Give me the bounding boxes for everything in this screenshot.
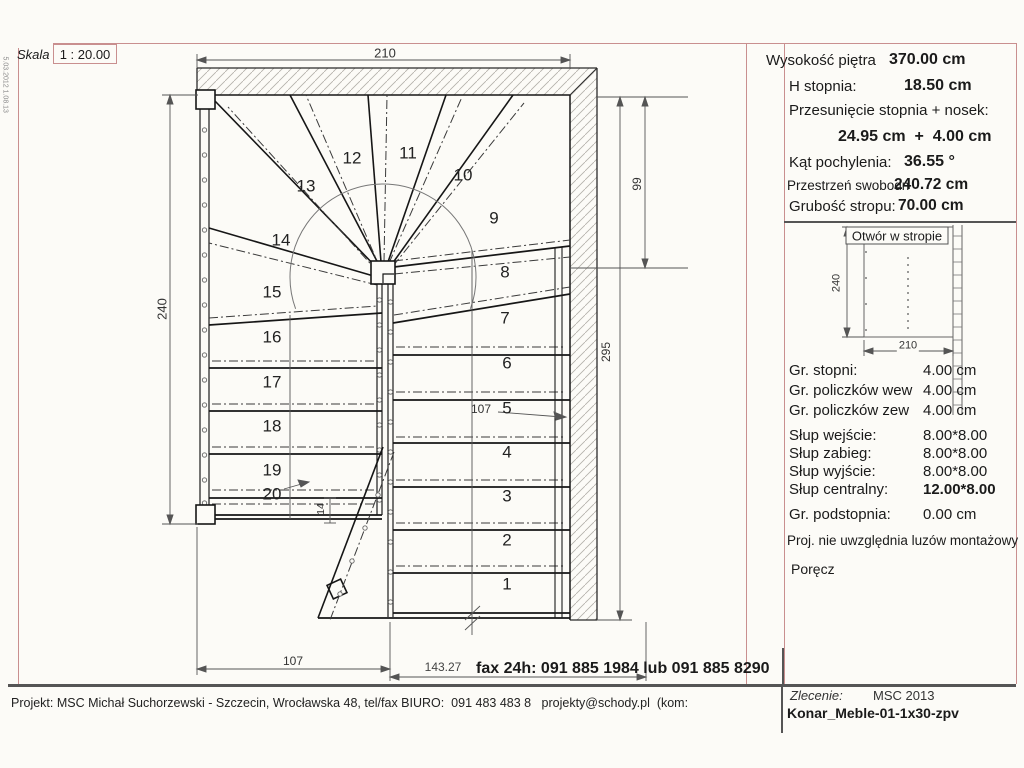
spec-value: 12.00*8.00 [923,481,996,498]
montage-note: Proj. nie uwzględnia luzów montażowy [787,533,1019,548]
dim-top-width: 210 [374,45,396,61]
slab-label: Grubość stropu: [789,198,896,215]
version-stamp: 5.03.2012 1.08.13 [1,56,9,113]
exit-post [196,505,215,524]
step-number: 15 [262,282,282,302]
step-number: 12 [342,148,362,168]
dim-right-lower: 295 [599,341,613,363]
spec-row [789,481,1017,499]
step-number: 2 [502,530,512,550]
step-number: 17 [262,372,282,392]
spec-value: 4.00 cm [923,362,977,379]
dim-bottom-left: 107 [282,654,304,668]
wall-bands [197,68,597,620]
spec-value: 8.00*8.00 [923,427,988,444]
step-number: 10 [453,165,473,185]
spec-value: 4.00 cm [923,402,977,419]
spec-value: 0.00 cm [923,506,977,523]
dim-bottom-diag: 143.27 [424,660,462,674]
order-label: Zlecenie: [790,688,843,703]
step-number: 20 [262,484,282,504]
spec-row [789,427,1017,445]
handrail-label: Poręcz [791,561,835,577]
spec-label: Gr. policzków zew [789,402,910,419]
dim-left-height: 240 [154,298,170,320]
step-number: 19 [262,460,282,480]
spec-label: Słup wejście: [789,427,877,444]
opening-title: Otwór w stropie [851,228,943,244]
spec-value: 8.00*8.00 [923,445,988,462]
step-number: 13 [296,176,316,196]
step-number: 8 [500,262,510,282]
spec-value: 8.00*8.00 [923,463,988,480]
spec-value: 4.00 cm [923,382,977,399]
scale-value-box [53,44,117,64]
step-height-label: H stopnia: [789,78,857,95]
spec-row [789,463,1017,481]
step-offset-value: 24.95 cm + 4.00 cm [838,128,992,145]
scale-label: Skala [17,47,50,62]
headroom-value: 240.72 cm [894,176,969,193]
dim-small-offset: 14 [314,503,327,515]
inner-stringers [377,284,393,617]
angle-value: 36.55 ° [904,153,955,170]
opening-height-dim: 240 [830,273,843,293]
step-number: 5 [502,398,512,418]
floor-height-label: Wysokość piętra [766,52,876,69]
step-number: 3 [502,486,512,506]
specs-list [789,362,1017,526]
step-number: 1 [502,574,512,594]
spec-row [789,506,1017,526]
step-height-value: 18.50 cm [904,77,972,94]
step-number: 4 [502,442,512,462]
spec-label: Gr. stopni: [789,362,858,379]
angle-label: Kąt pochylenia: [789,154,892,171]
opening-width-dim: 210 [898,339,918,352]
dim-flight-width: 107 [470,402,492,416]
right-flight-steps [314,240,570,618]
step-number: 7 [500,308,510,328]
fax-line: fax 24h: 091 885 1984 lub 091 885 8290 [476,660,770,677]
step-number: 6 [502,353,512,373]
left-stringer [200,95,209,515]
headroom-label: Przestrzeń swobodn [787,178,910,193]
spec-label: Gr. podstopnia: [789,506,891,523]
slab-value: 70.00 cm [898,197,964,214]
step-number: 11 [399,143,417,163]
spec-row [789,382,1017,402]
posts [196,90,395,599]
spec-label: Słup wyjście: [789,463,876,480]
entry-post [196,90,215,109]
step-number: 14 [271,230,291,250]
order-code: Konar_Meble-01-1x30-zpv [787,705,959,721]
order-value: MSC 2013 [873,688,935,703]
spec-row [789,445,1017,463]
dim-right-upper: 99 [630,177,644,191]
scale-value: 1 : 20.00 [59,46,111,62]
step-number: 18 [262,416,282,436]
step-number: 16 [262,327,282,347]
spec-row [789,362,1017,382]
step-offset-label: Przesunięcie stopnia + nosek: [789,102,989,119]
floor-height-value: 370.00 cm [889,51,966,68]
spec-row [789,402,1017,422]
spec-label: Słup zabieg: [789,445,872,462]
spec-label: Gr. policzków wew [789,382,913,399]
spec-label: Słup centralny: [789,481,889,498]
project-line: Projekt: MSC Michał Suchorzewski - Szczecin, Wrocławska 48, tel/fax BIURO: 091 483 483 8 projekty@schody.pl (kom: [11,696,689,710]
step-number: 9 [489,208,499,228]
